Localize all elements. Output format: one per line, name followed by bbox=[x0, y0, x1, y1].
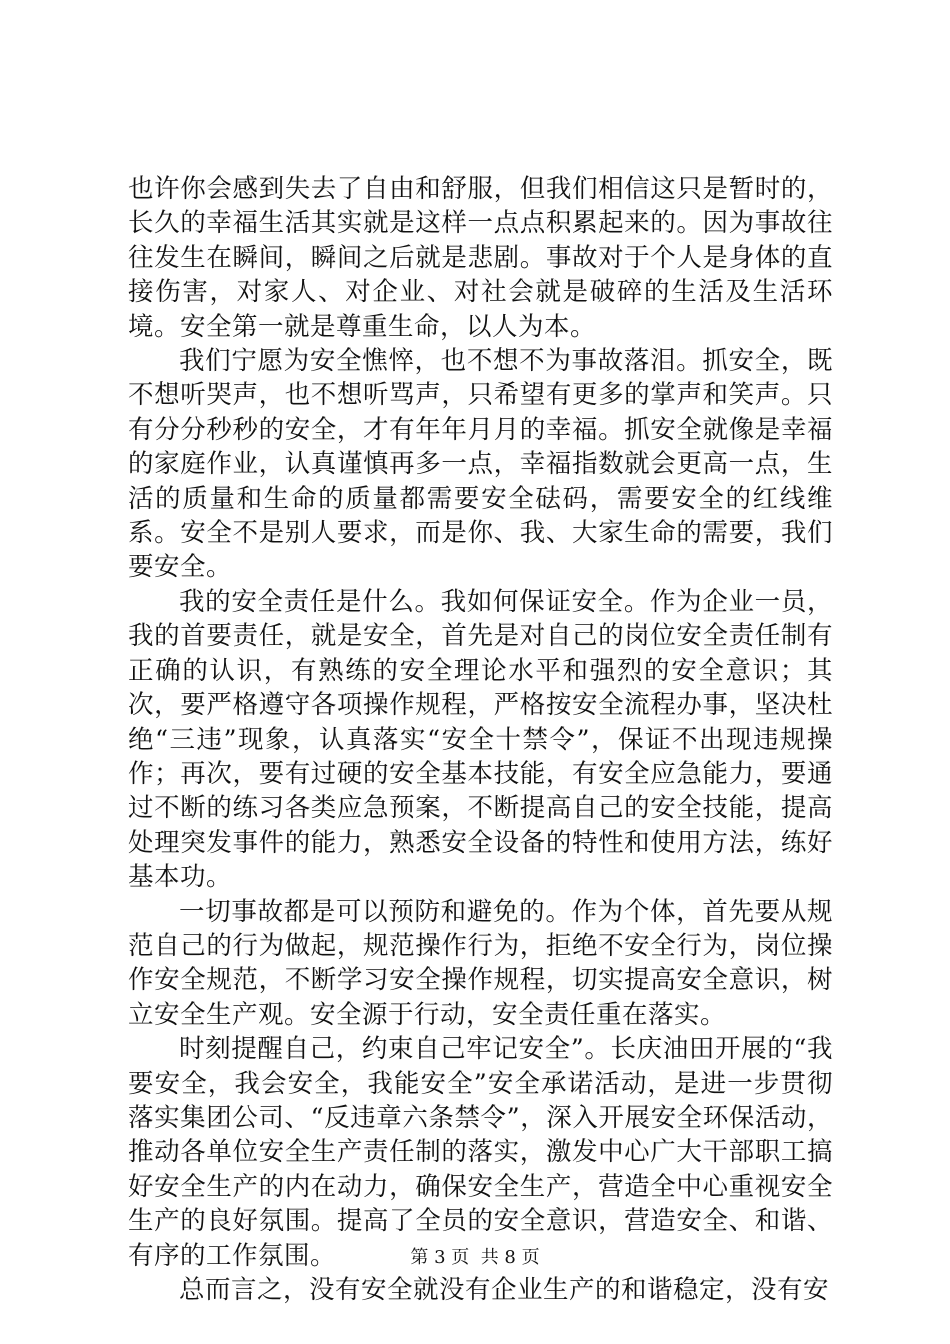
paragraph-3: 我的安全责任是什么。我如何保证安全。作为企业一员，我的首要责任，就是安全，首先是对自己的岗位安全责任制有正确的认识，有熟练的安全理论水平和强烈的安全意识；其次，要严格遵守各项操作规程，严格按安全流程办事，坚决杜绝“三违”现象，认真落实“安全十禁令”，保证不出现违规操作；再次，要有过硬的安全基本技能，有安全应急能力，要通过不断的练习各类应急预案，不断提高自己的安全技能，提高处理突发事件的能力，熟悉安全设备的特性和使用方法，练好基本功。 bbox=[128, 586, 833, 893]
paragraph-2: 我们宁愿为安全憔悴，也不想不为事故落泪。抓安全，既不想听哭声，也不想听骂声，只希望有更多的掌声和笑声。只有分分秒秒的安全，才有年年月月的幸福。抓安全就像是幸福的家庭作业，认真谨慎再多一点，幸福指数就会更高一点，生活的质量和生命的质量都需要安全砝码，需要安全的红线维系。安全不是别人要求，而是你、我、大家生命的需要，我们要安全。 bbox=[128, 346, 833, 583]
paragraph-5: 时刻提醒自己，约束自己牢记安全”。长庆油田开展的“我要安全，我会安全，我能安全”安全承诺活动，是进一步贯彻落实集团公司、“反违章六条禁令”，深入开展安全环保活动，推动各单位安全生产责任制的落实，激发中心广大干部职工搞好安全生产的内在动力，确保安全生产，营造全中心重视安全生产的良好氛围。提高了全员的安全意识，营造安全、和谐、有序的工作氛围。 bbox=[128, 1034, 833, 1271]
page-number-footer: 第 3 页 共 8 页 bbox=[410, 1247, 540, 1268]
paragraph-1: 也许你会感到失去了自由和舒服，但我们相信这只是暂时的，长久的幸福生活其实就是这样一点点积累起来的。因为事故往往发生在瞬间，瞬间之后就是悲剧。事故对于个人是身体的直接伤害，对家人、对企业、对社会就是破碎的生活及生活环境。安全第一就是尊重生命，以人为本。 bbox=[128, 174, 833, 342]
paragraph-4: 一切事故都是可以预防和避免的。作为个体，首先要从规范自己的行为做起，规范操作行为，拒绝不安全行为，岗位操作安全规范，不断学习安全操作规程，切实提高安全意识，树立安全生产观。安全源于行动，安全责任重在落实。 bbox=[128, 896, 833, 1030]
body-text bbox=[128, 172, 833, 1307]
paragraph-6: 总而言之，没有安全就没有企业生产的和谐稳定，没有安 bbox=[179, 1275, 830, 1305]
